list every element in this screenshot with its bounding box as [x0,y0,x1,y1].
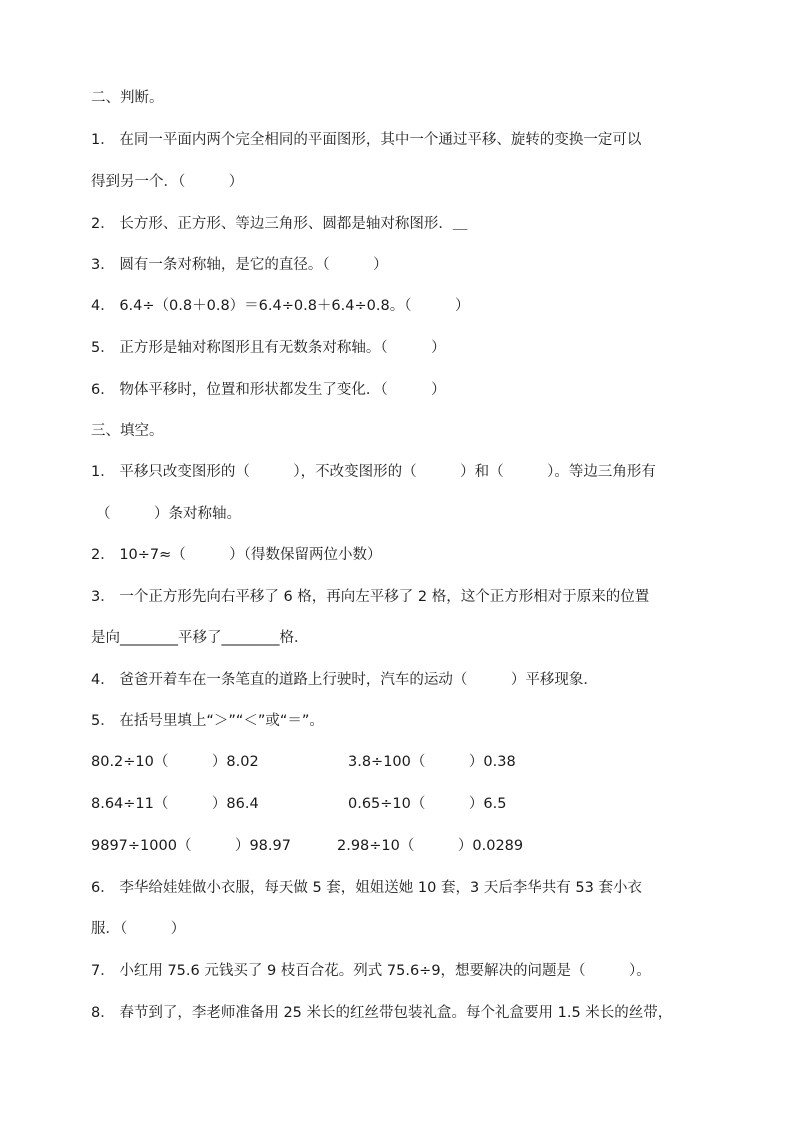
compare-row-2-left: 8.64÷11（ ）86.4 [91,796,259,812]
judge-q6: 6． 物体平移时，位置和形状都发生了变化．（ ） [91,382,446,398]
fill-q6-line2: 服．（ ） [91,921,186,937]
judge-q1-line2: 得到另一个．（ ） [91,174,244,190]
fill-q5: 5． 在括号里填上“＞”“＜”或“＝”。 [91,713,324,729]
compare-row-3-right: 2.98÷10（ ）0.0289 [337,838,524,854]
judge-q5: 5． 正方形是轴对称图形且有无数条对称轴。（ ） [91,340,446,356]
fill-q7: 7． 小红用 75.6 元钱买了 9 枝百合花。列式 75.6÷9，想要解决的问题是（ ）。 [91,963,651,979]
compare-row-3-left: 9897÷1000（ ）98.97 [91,838,291,854]
judge-heading: 二、判断。 [91,90,164,106]
judge-q2: 2． 长方形、正方形、等边三角形、圆都是轴对称图形．＿ [91,216,468,232]
fill-q1-line1: 1． 平移只改变图形的（ ），不改变图形的（ ）和（ ）。等边三角形有 [91,464,656,480]
fill-q1-line2: （ ）条对称轴。 [96,506,241,522]
compare-row-1-left: 80.2÷10（ ）8.02 [91,754,259,770]
fill-q3-line1: 3． 一个正方形先向右平移了 6 格，再向左平移了 2 格，这个正方形相对于原来的位置 [91,589,650,605]
judge-q3: 3． 圆有一条对称轴，是它的直径。（ ） [91,257,388,273]
fill-q6-line1: 6． 李华给娃娃做小衣服，每天做 5 套，姐姐送她 10 套，3 天后李华共有 53 套小衣 [91,880,642,896]
fill-heading: 三、填空。 [91,423,164,439]
fill-q2: 2． 10÷7≈（ ）（得数保留两位小数） [91,547,382,563]
compare-row-2-right: 0.65÷10（ ）6.5 [348,796,507,812]
fill-q4: 4． 爸爸开着车在一条笔直的道路上行驶时，汽车的运动（ ）平移现象． [91,672,598,688]
compare-row-1-right: 3.8÷100（ ）0.38 [348,754,516,770]
fill-q3-line2: 是向________平移了________格． [91,630,309,646]
judge-q1-line1: 1． 在同一平面内两个完全相同的平面图形，其中一个通过平移、旋转的变换一定可以 [91,132,642,148]
fill-q8: 8． 春节到了，李老师准备用 25 米长的红丝带包装礼盒。每个礼盒要用 1.5 米长的丝带， [91,1005,673,1021]
judge-q4: 4． 6.4÷（0.8＋0.8）＝6.4÷0.8＋6.4÷0.8。（ ） [91,298,470,314]
